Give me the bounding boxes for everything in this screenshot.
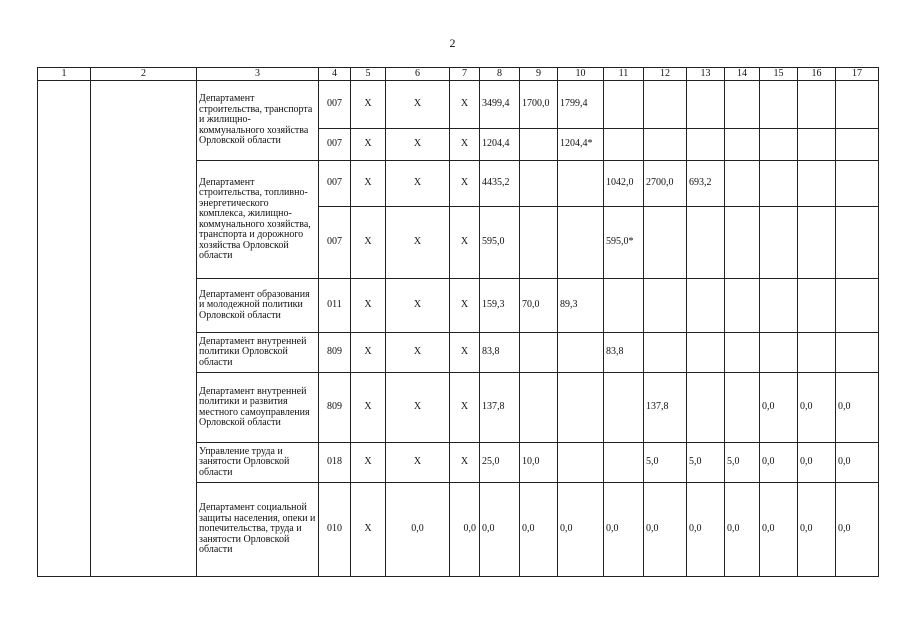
value-cell-15: 0,0 [760, 483, 798, 577]
value-cell-17: 0,0 [836, 373, 879, 443]
value-cell-5: X [351, 373, 386, 443]
value-cell-10: 1799,4 [558, 81, 604, 129]
value-cell-9: 70,0 [520, 279, 558, 333]
value-cell-8: 1204,4 [480, 129, 520, 161]
value-cell-14: 0,0 [725, 483, 760, 577]
value-cell-6: X [386, 207, 450, 279]
value-cell-6: X [386, 81, 450, 129]
organization-name: Департамент строительства, транспорта и жилищно-коммунального хозяйства Орловской области [197, 81, 319, 161]
value-cell-7: X [450, 81, 480, 129]
value-cell-13: 5,0 [687, 443, 725, 483]
value-cell-6: 0,0 [386, 483, 450, 577]
value-cell-9 [520, 161, 558, 207]
value-cell-17 [836, 279, 879, 333]
page-number: 2 [449, 36, 456, 50]
column-number: 6 [386, 68, 450, 81]
value-cell-8: 3499,4 [480, 81, 520, 129]
value-cell-16: 0,0 [798, 443, 836, 483]
column-number: 10 [558, 68, 604, 81]
value-cell-15 [760, 207, 798, 279]
table-row [38, 81, 879, 129]
value-cell-11 [604, 129, 644, 161]
value-cell-12: 2700,0 [644, 161, 687, 207]
organization-name: Департамент образования и молодежной политики Орловской области [197, 279, 319, 333]
value-cell-6: X [386, 279, 450, 333]
organization-name: Департамент строительства, топливно-энергетического комплекса, жилищно-коммунального хозяйства, транспорта и дорожного хозяйства Орловской области [197, 161, 319, 279]
value-cell-17 [836, 81, 879, 129]
value-cell-10 [558, 207, 604, 279]
value-cell-15 [760, 333, 798, 373]
value-cell-5: X [351, 81, 386, 129]
value-cell-11: 0,0 [604, 483, 644, 577]
value-cell-5: X [351, 129, 386, 161]
column-number: 13 [687, 68, 725, 81]
value-cell-14 [725, 81, 760, 129]
column-number: 12 [644, 68, 687, 81]
organization-name: Департамент внутренней политики и развития местного самоуправления Орловской области [197, 373, 319, 443]
value-cell-12: 137,8 [644, 373, 687, 443]
value-cell-13 [687, 333, 725, 373]
value-cell-12 [644, 129, 687, 161]
column-number: 3 [197, 68, 319, 81]
value-cell-12 [644, 333, 687, 373]
value-cell-15 [760, 279, 798, 333]
value-cell-9: 1700,0 [520, 81, 558, 129]
value-cell-9 [520, 207, 558, 279]
value-cell-8: 4435,2 [480, 161, 520, 207]
value-cell-10 [558, 333, 604, 373]
column-number: 2 [91, 68, 197, 81]
value-cell-5: X [351, 443, 386, 483]
budget-table [37, 67, 879, 577]
value-cell-5: X [351, 483, 386, 577]
value-cell-13 [687, 279, 725, 333]
column-number: 7 [450, 68, 480, 81]
value-cell-11 [604, 373, 644, 443]
value-cell-14 [725, 129, 760, 161]
value-cell-6: X [386, 129, 450, 161]
value-cell-17 [836, 333, 879, 373]
value-cell-8: 595,0 [480, 207, 520, 279]
table-body [38, 68, 879, 577]
budget-code-cell: 010 [319, 483, 351, 577]
value-cell-16: 0,0 [798, 373, 836, 443]
value-cell-15: 0,0 [760, 443, 798, 483]
value-cell-11: 1042,0 [604, 161, 644, 207]
column-number: 8 [480, 68, 520, 81]
column-number: 15 [760, 68, 798, 81]
value-cell-17 [836, 129, 879, 161]
value-cell-16 [798, 81, 836, 129]
column-number: 5 [351, 68, 386, 81]
value-cell-6: X [386, 161, 450, 207]
value-cell-11 [604, 81, 644, 129]
column-number: 11 [604, 68, 644, 81]
value-cell-12 [644, 207, 687, 279]
value-cell-10: 0,0 [558, 483, 604, 577]
value-cell-9 [520, 333, 558, 373]
value-cell-10: 89,3 [558, 279, 604, 333]
value-cell-12 [644, 279, 687, 333]
value-cell-17: 0,0 [836, 483, 879, 577]
value-cell-17 [836, 161, 879, 207]
value-cell-7: 0,0 [450, 483, 480, 577]
value-cell-6: X [386, 373, 450, 443]
budget-code-cell: 007 [319, 207, 351, 279]
value-cell-8: 137,8 [480, 373, 520, 443]
value-cell-12 [644, 81, 687, 129]
value-cell-15: 0,0 [760, 373, 798, 443]
value-cell-13 [687, 207, 725, 279]
column-number: 16 [798, 68, 836, 81]
value-cell-8: 0,0 [480, 483, 520, 577]
value-cell-5: X [351, 333, 386, 373]
value-cell-7: X [450, 207, 480, 279]
budget-code-cell: 007 [319, 161, 351, 207]
value-cell-9: 0,0 [520, 483, 558, 577]
value-cell-17: 0,0 [836, 443, 879, 483]
value-cell-16 [798, 333, 836, 373]
value-cell-8: 83,8 [480, 333, 520, 373]
value-cell-15 [760, 81, 798, 129]
value-cell-7: X [450, 279, 480, 333]
value-cell-11 [604, 279, 644, 333]
value-cell-6: X [386, 333, 450, 373]
value-cell-14 [725, 207, 760, 279]
column-number: 9 [520, 68, 558, 81]
value-cell-7: X [450, 373, 480, 443]
value-cell-16 [798, 207, 836, 279]
value-cell-16: 0,0 [798, 483, 836, 577]
cell-col-1 [38, 81, 91, 577]
value-cell-13: 693,2 [687, 161, 725, 207]
value-cell-10 [558, 373, 604, 443]
budget-code-cell: 007 [319, 129, 351, 161]
value-cell-7: X [450, 443, 480, 483]
value-cell-9 [520, 129, 558, 161]
value-cell-12: 0,0 [644, 483, 687, 577]
column-number: 17 [836, 68, 879, 81]
value-cell-15 [760, 161, 798, 207]
value-cell-14 [725, 279, 760, 333]
value-cell-17 [836, 207, 879, 279]
value-cell-7: X [450, 161, 480, 207]
budget-code-cell: 809 [319, 373, 351, 443]
value-cell-11 [604, 443, 644, 483]
organization-name: Управление труда и занятости Орловской области [197, 443, 319, 483]
value-cell-5: X [351, 279, 386, 333]
value-cell-16 [798, 129, 836, 161]
value-cell-8: 159,3 [480, 279, 520, 333]
value-cell-10: 1204,4* [558, 129, 604, 161]
value-cell-15 [760, 129, 798, 161]
value-cell-13 [687, 81, 725, 129]
value-cell-14 [725, 161, 760, 207]
column-number: 4 [319, 68, 351, 81]
value-cell-9: 10,0 [520, 443, 558, 483]
organization-name: Департамент внутренней политики Орловской области [197, 333, 319, 373]
value-cell-11: 83,8 [604, 333, 644, 373]
value-cell-5: X [351, 161, 386, 207]
organization-name: Департамент социальной защиты населения, опеки и попечительства, труда и занятости Орловской области [197, 483, 319, 577]
budget-code-cell: 011 [319, 279, 351, 333]
value-cell-13: 0,0 [687, 483, 725, 577]
value-cell-14: 5,0 [725, 443, 760, 483]
value-cell-10 [558, 443, 604, 483]
value-cell-5: X [351, 207, 386, 279]
budget-code-cell: 007 [319, 81, 351, 129]
value-cell-16 [798, 161, 836, 207]
value-cell-13 [687, 373, 725, 443]
value-cell-11: 595,0* [604, 207, 644, 279]
value-cell-8: 25,0 [480, 443, 520, 483]
value-cell-10 [558, 161, 604, 207]
value-cell-6: X [386, 443, 450, 483]
value-cell-7: X [450, 333, 480, 373]
value-cell-12: 5,0 [644, 443, 687, 483]
header-row [38, 68, 879, 81]
budget-code-cell: 809 [319, 333, 351, 373]
value-cell-16 [798, 279, 836, 333]
value-cell-7: X [450, 129, 480, 161]
value-cell-14 [725, 333, 760, 373]
value-cell-14 [725, 373, 760, 443]
budget-code-cell: 018 [319, 443, 351, 483]
value-cell-13 [687, 129, 725, 161]
value-cell-9 [520, 373, 558, 443]
column-number: 1 [38, 68, 91, 81]
column-number: 14 [725, 68, 760, 81]
cell-col-2 [91, 81, 197, 577]
